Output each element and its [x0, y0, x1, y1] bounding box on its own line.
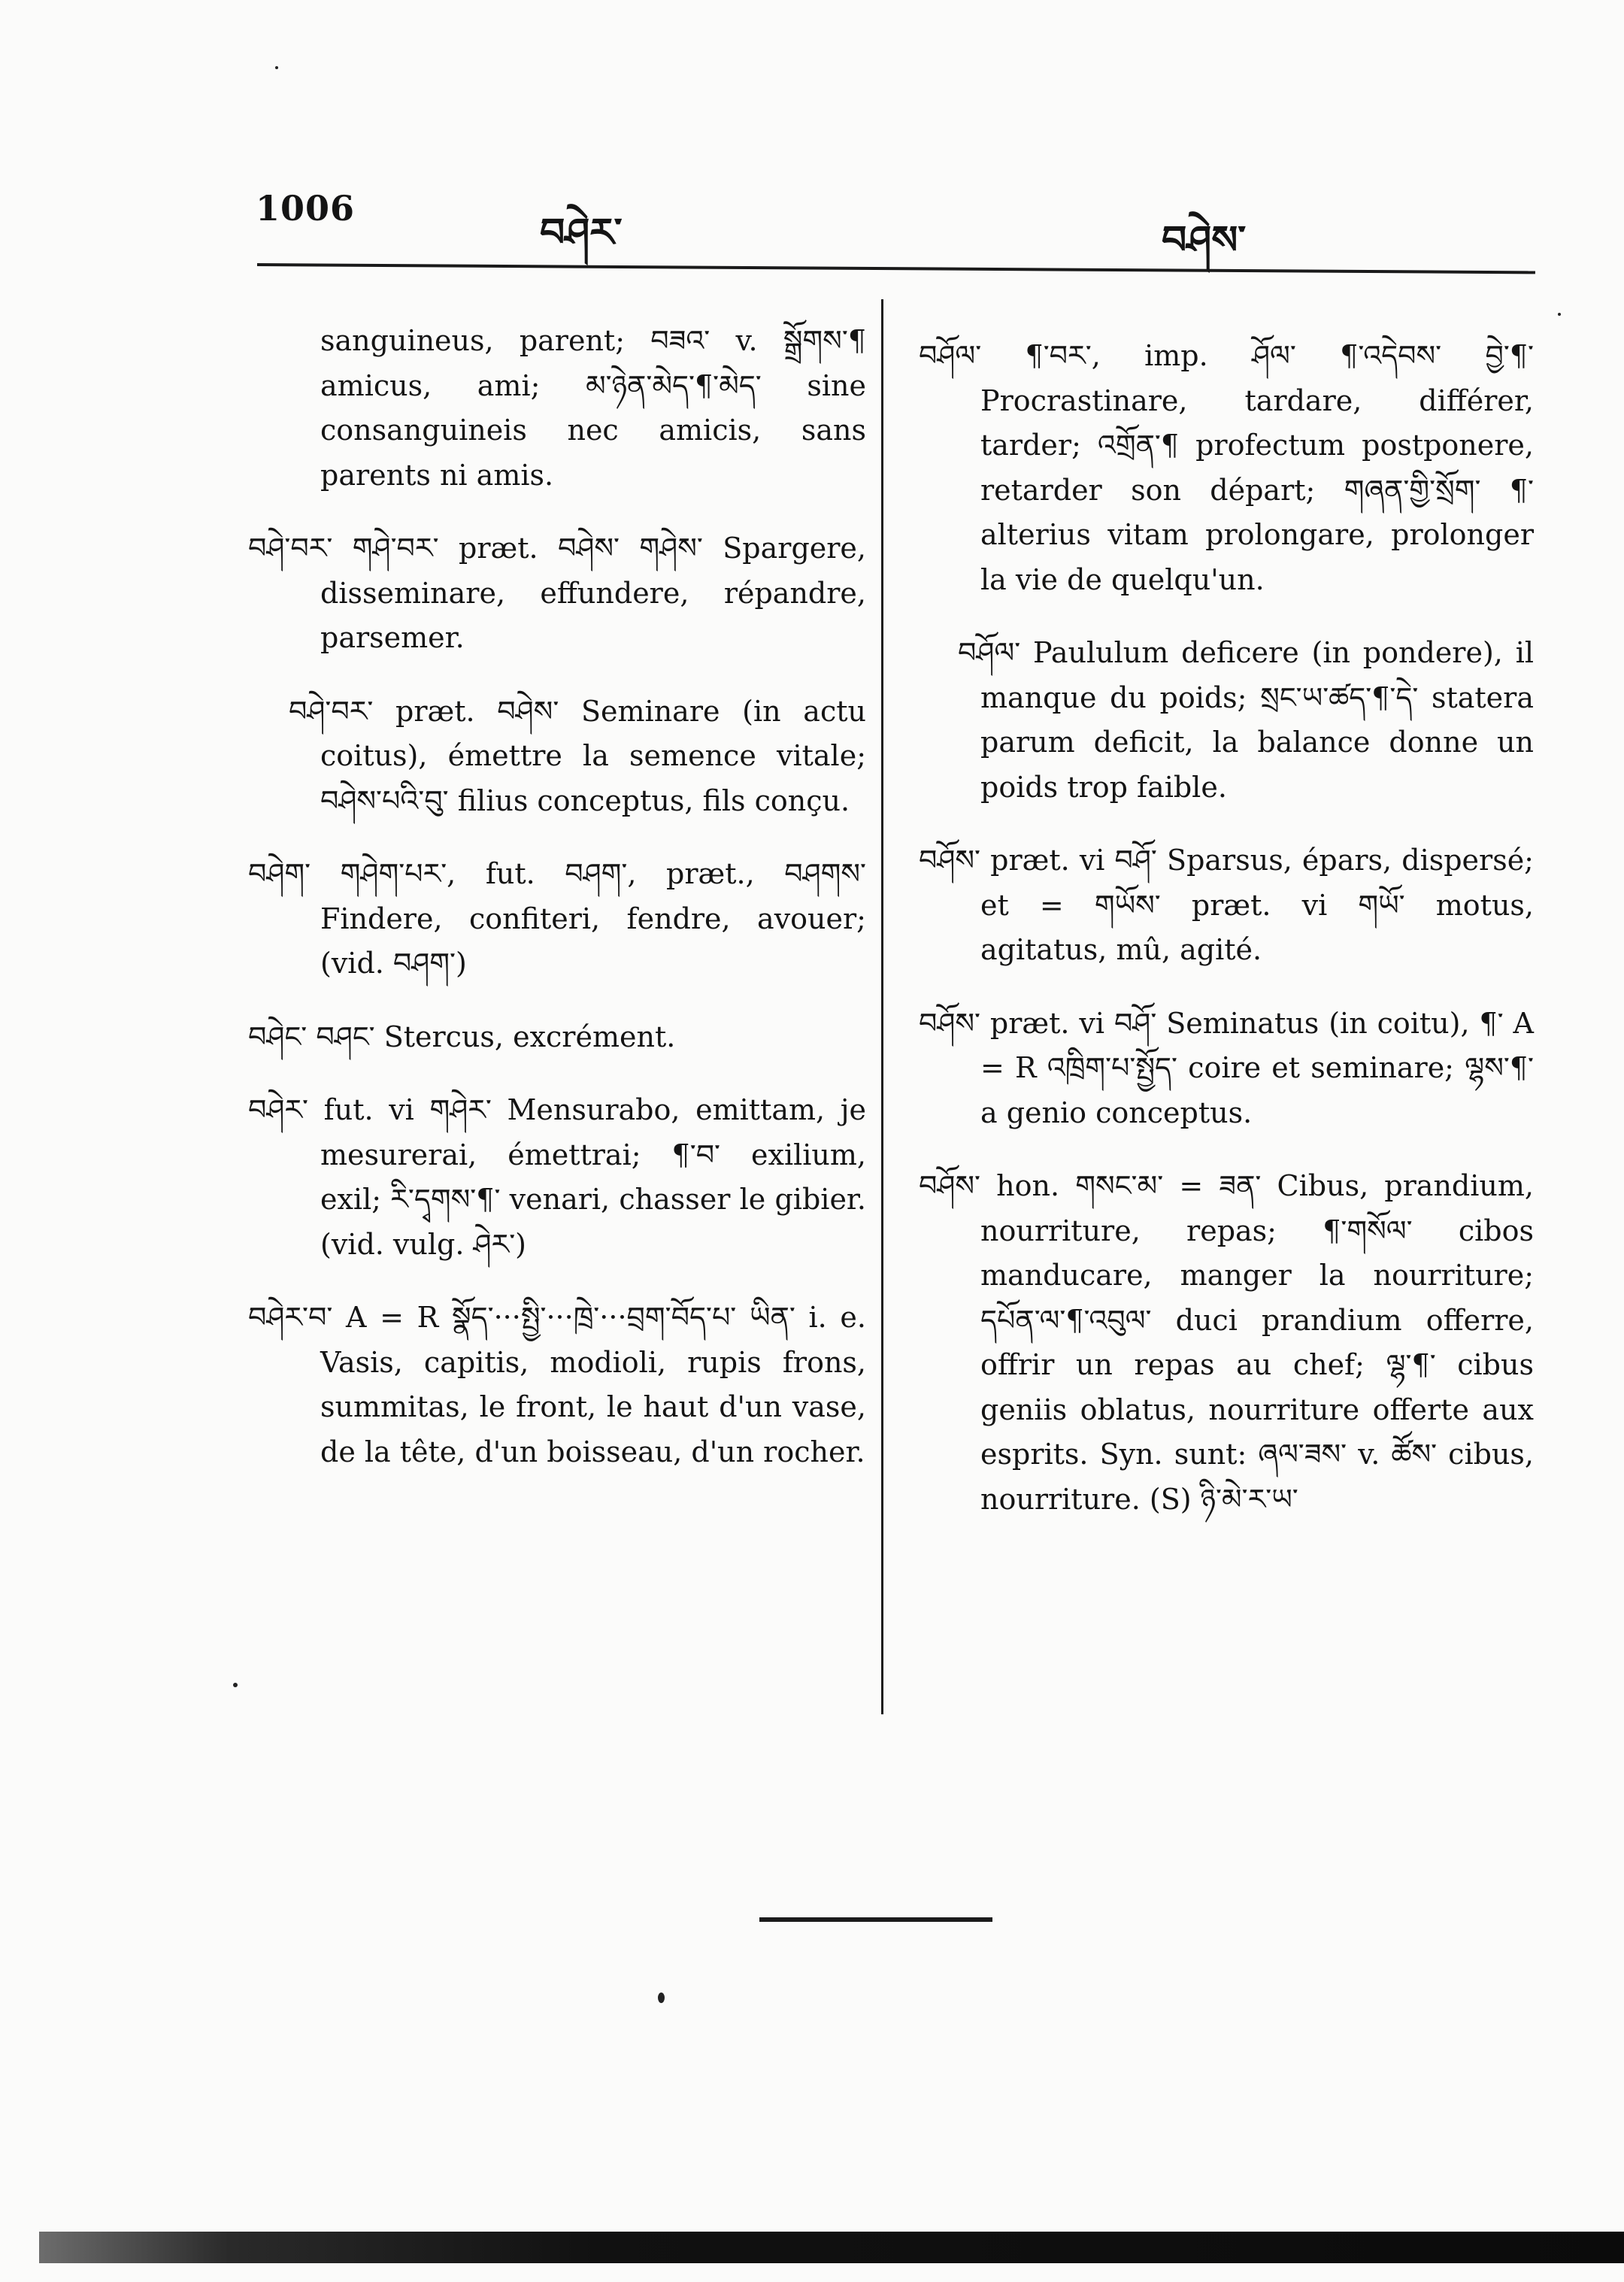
- dictionary-entry: བཤེར་ fut. vi གཤེར་ Mensurabo, emittam, je mesurerai, émettrai; ¶་བ་ exilium, exil; རི་དྭགས་¶་ venari, chasser le gibier. (vid. vulg. ཤེར་): [248, 1093, 866, 1261]
- dictionary-entry: བཤེ་བར་ præt. བཤེས་ Seminare (in actu coitus), émettre la semence vitale; བཤེས་པའི་བུ་ filius conceptus, fils conçu.: [289, 694, 866, 817]
- dictionary-entry: བཤོལ་ ¶་བར་, imp. ཤོལ་ ¶་འདེབས་ བྱེ་¶་ Procrastinare, tardare, différer, tarder; འགྲོན་¶ profectum postponere, retarder son départ; གཞན་གྱི་སྲོག་ ¶་ alterius vitam prolongare, prolonger la vie de quelqu'un.: [919, 339, 1534, 596]
- end-rule: [759, 1917, 992, 1922]
- dictionary-entry: བཤོལ་ Paululum deficere (in pondere), il manque du poids; སྲང་ཡ་ཚད་¶་དེ་ statera parum deficit, la balance donne un poids trop faible.: [958, 636, 1534, 804]
- column-divider: [881, 299, 883, 1714]
- dictionary-entry: བཤེར་བ་ A = R སྣོད་···སྤྱི་···ཁྲེ་···བྲག་བོད་པ་ ཡིན་ i. e. Vasis, capitis, modioli, rupis frons, summitas, le front, le haut d'un vase, de la tête, d'un boisseau, d'un rocher.: [248, 1301, 866, 1468]
- dictionary-entry: བཤེག་ གཤེག་པར་, fut. བཤག་, præt., བཤགས་ Findere, confiteri, fendre, avouer; (vid. བཤག་): [248, 857, 866, 980]
- right-column: [919, 305, 1534, 1529]
- left-column: [248, 290, 866, 1482]
- dictionary-entry: བཤོས་ præt. vi བཤོ་ Sparsus, épars, dispersé; et = གཡོས་ præt. vi གཡོ་ motus, agitatus, mû, agité.: [919, 844, 1534, 966]
- dictionary-entry: བཤེང་ བཤང་ Stercus, excrément.: [248, 1020, 676, 1053]
- dictionary-entry: sanguineus, parent; བཟའ་ v. སྒྲོགས་¶ amicus, ami; མ་ཉེན་མེད་¶་མེད་ sine consanguineis nec amicis, sans parents ni amis.: [320, 324, 866, 492]
- ink-speck: [1558, 313, 1561, 316]
- ink-speck: [233, 1683, 238, 1687]
- dictionary-entry: བཤོས་ præt. vi བཤོ་ Seminatus (in coitu), ¶་ A = R འཁྲིག་པ་སྤྱོད་ coire et seminare; ལྷས་¶་ a genio conceptus.: [919, 1006, 1534, 1129]
- header-rule: [257, 263, 1535, 274]
- scan-edge-band: [39, 2232, 1624, 2263]
- left-running-headword: བཤེར་: [540, 210, 623, 256]
- ink-speck: [658, 1993, 665, 2003]
- dictionary-entry: བཤེ་བར་ གཤེ་བར་ præt. བཤེས་ གཤེས་ Spargere, disseminare, effundere, répandre, parsemer.: [248, 532, 866, 654]
- dictionary-entry: བཤོས་ hon. གསང་མ་ = ཟན་ Cibus, prandium, nourriture, repas; ¶་གསོལ་ cibos manducare, manger la nourriture; དཔོན་ལ་¶་འབུལ་ duci prandium offerre, offrir un repas au chef; ལྷ་¶་ cibus geniis oblatus, nourriture offerte aux esprits. Syn. sunt: ཞལ་ཟས་ v. ཚོས་ cibus, nourriture. (S) ཉི་མེ་ར་ཡ་: [919, 1169, 1534, 1516]
- right-running-headword: བཤེས་: [1162, 217, 1247, 263]
- ink-speck: [275, 66, 278, 69]
- page-number: 1006: [256, 188, 356, 229]
